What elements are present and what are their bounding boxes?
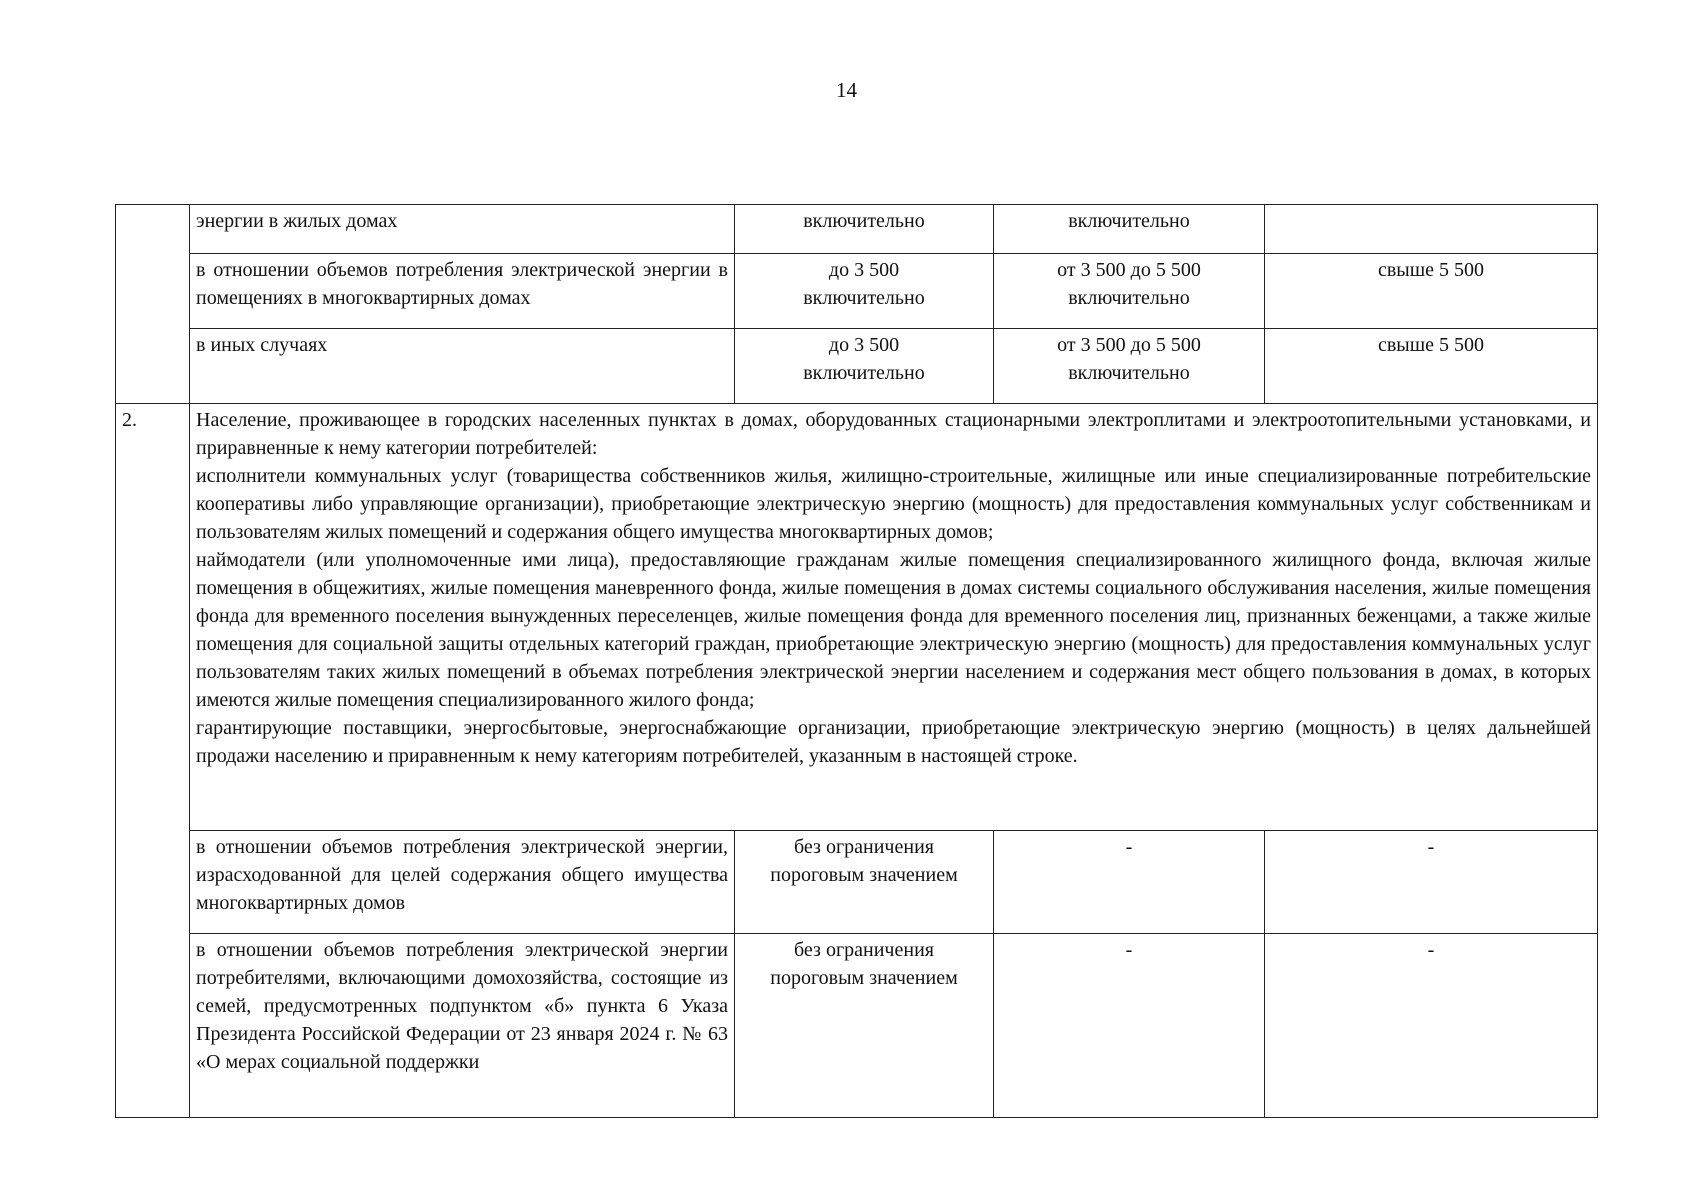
range2-text: -	[1125, 836, 1133, 858]
range1-line2: пороговым значением	[770, 967, 958, 989]
section-paragraph: гарантирующие поставщики, энергосбытовые, энергоснабжающие организации, приобретающие электрическую энергию (мощность) в целях дальнейшей продажи населению и приравненным к нему категориям потребителей, указанным в настоящей строке.	[196, 717, 1591, 767]
range1-cell	[735, 254, 994, 329]
description-cell	[190, 205, 735, 254]
section-paragraph: Население, проживающее в городских населенных пунктах в домах, оборудованных стационарными электроплитами и электроотопительными установками, и приравненные к нему категории потребителей:	[196, 409, 1591, 459]
range3-cell	[1265, 329, 1598, 404]
range3-cell	[1265, 254, 1598, 329]
range1-line2: включительно	[803, 362, 925, 384]
range1-line2: включительно	[803, 287, 925, 309]
range1-line1: до 3 500	[828, 259, 900, 281]
range3-text: свыше 5 500	[1377, 334, 1485, 356]
range2-cell	[994, 254, 1265, 329]
range1-line2: пороговым значением	[770, 864, 958, 886]
range3-cell	[1265, 831, 1598, 934]
range3-cell	[1265, 205, 1598, 254]
range1-cell	[735, 934, 994, 1118]
row-number-cell	[116, 404, 190, 1118]
table-row	[116, 254, 1598, 329]
range1-line1: до 3 500	[828, 334, 900, 356]
description-cell	[190, 831, 735, 934]
range2-line2: включительно	[1068, 362, 1190, 384]
range2-line2: включительно	[1068, 287, 1190, 309]
range1-line1: без ограничения	[794, 836, 934, 858]
range2-line1: от 3 500 до 5 500	[1057, 334, 1201, 356]
range2-text: -	[1125, 939, 1133, 961]
range1-cell	[735, 831, 994, 934]
table-row	[116, 329, 1598, 404]
table-row	[116, 205, 1598, 254]
range2-cell	[994, 934, 1265, 1118]
table-row	[116, 934, 1598, 1118]
range2-text: включительно	[1068, 210, 1190, 232]
row-number-cell	[116, 205, 190, 404]
range3-text: -	[1427, 836, 1435, 858]
range1-cell	[735, 329, 994, 404]
description-text: в отношении объемов потребления электрической энергии, израсходованной для целей содержания общего имущества многоквартирных домов	[196, 836, 728, 914]
description-text: в иных случаях	[196, 334, 328, 356]
range2-cell	[994, 831, 1265, 934]
description-text: энергии в жилых домах	[196, 210, 398, 232]
range1-text: включительно	[803, 210, 925, 232]
description-cell	[190, 254, 735, 329]
table-row-section-2	[116, 404, 1598, 831]
section-paragraph: наймодатели (или уполномоченные ими лица), предоставляющие гражданам жилые помещения специализированного жилищного фонда, включая жилые помещения в общежитиях, жилые помещения маневренного фонда, жилые помещения в домах системы социального обслуживания населения, жилые помещения фонда для временного поселения вынужденных переселенцев, жилые помещения фонда для временного поселения лиц, признанных беженцами, а также жилые помещения для социальной защиты отдельных категорий граждан, приобретающие электрическую энергию (мощность) для предоставления коммунальных услуг пользователям таких жилых помещений в объемах потребления электрической энергии населением и содержания мест общего пользования в домах, в которых имеются жилые помещения специализированного жилого фонда;	[196, 549, 1591, 711]
description-cell	[190, 329, 735, 404]
table-row	[116, 831, 1598, 934]
description-text: в отношении объемов потребления электрической энергии в помещениях в многоквартирных домах	[196, 259, 728, 309]
row-number: 2.	[122, 409, 137, 431]
range2-cell	[994, 205, 1265, 254]
range3-text: свыше 5 500	[1377, 259, 1485, 281]
description-text: в отношении объемов потребления электрической энергии потребителями, включающими домохозяйства, состоящие из семей, предусмотренных подпунктом «б» пункта 6 Указа Президента Российской Федерации от 23 января 2024 г. № 63 «О мерах социальной поддержки	[196, 939, 728, 1073]
range1-cell	[735, 205, 994, 254]
page-number: 14	[836, 78, 857, 102]
description-cell	[190, 934, 735, 1118]
section-paragraph: исполнители коммунальных услуг (товарищества собственников жилья, жилищно-строительные, жилищные или иные специализированные потребительские кооперативы либо управляющие организации), приобретающие электрическую энергию (мощность) для предоставления коммунальных услуг собственникам и пользователям жилых помещений и содержания общего имущества многоквартирных домов;	[196, 465, 1591, 543]
section-description-cell	[190, 404, 1598, 831]
tariff-table	[115, 204, 1598, 1118]
range2-cell	[994, 329, 1265, 404]
range1-line1: без ограничения	[794, 939, 934, 961]
range2-line1: от 3 500 до 5 500	[1057, 259, 1201, 281]
range3-cell	[1265, 934, 1598, 1118]
range3-text: -	[1427, 939, 1435, 961]
